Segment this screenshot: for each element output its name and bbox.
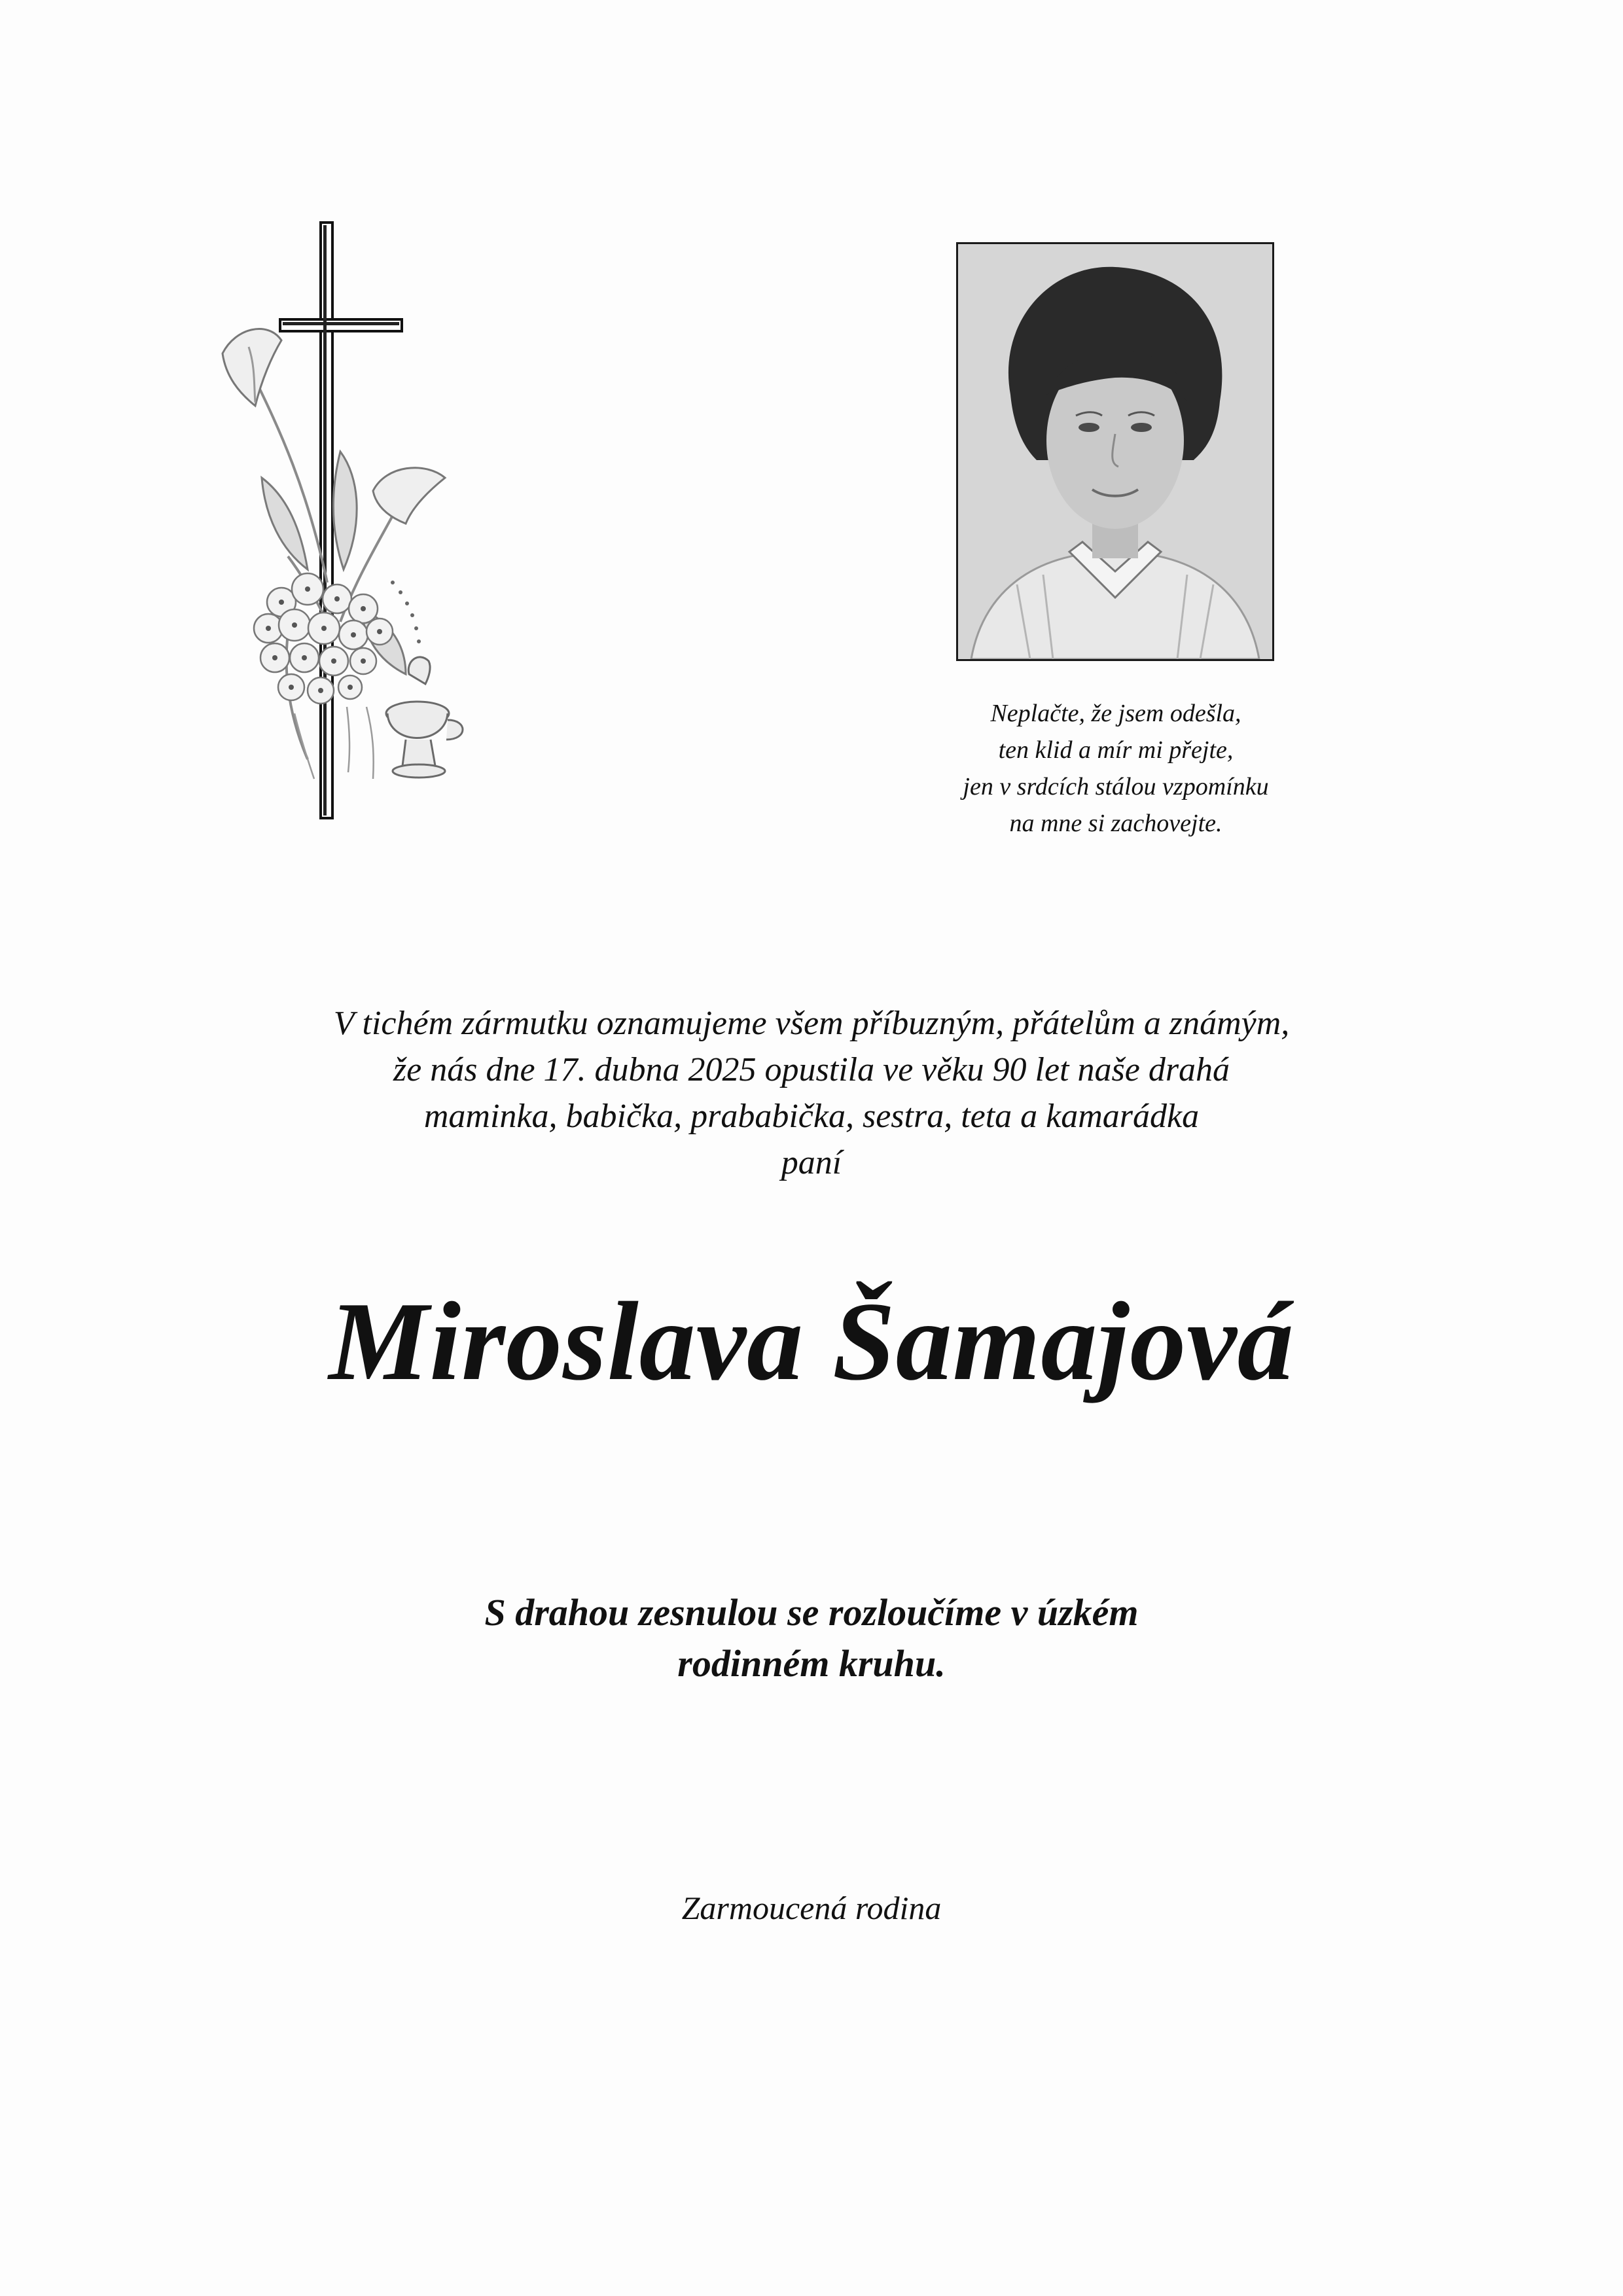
farewell-notice (157, 1587, 1466, 1689)
memorial-poem (870, 695, 1361, 842)
poem-line: na mne si zachovejte. (1009, 810, 1222, 837)
announcement-line: maminka, babička, prababička, sestra, teta a kamarádka (423, 1098, 1200, 1135)
deceased-name: Miroslava Šamajová (329, 1280, 1294, 1404)
cross-with-flowers-illustration (209, 216, 484, 844)
poem-line: Neplačte, že jsem odešla, (990, 700, 1241, 727)
death-announcement (157, 1000, 1466, 1186)
announcement-line: V tichém zármutku oznamujeme všem příbuzným, přátelům a známým, (333, 1005, 1290, 1042)
lily-icon (223, 329, 281, 406)
poem-line: jen v srdcích stálou vzpomínku (963, 773, 1269, 800)
flower-bouquet-icon (254, 573, 393, 704)
announcement-line: paní (781, 1144, 842, 1181)
farewell-line: rodinném kruhu. (677, 1642, 946, 1685)
family-signature: Zarmoucená rodina (681, 1890, 942, 1926)
poem-line: ten klid a mír mi přejte, (998, 736, 1234, 764)
farewell-line: S drahou zesnulou se rozloučíme v úzkém (484, 1591, 1139, 1634)
oil-lamp-icon (386, 657, 463, 778)
portrait-photo (956, 242, 1274, 661)
announcement-line: že nás dne 17. dubna 2025 opustila ve věku 90 let naše drahá (393, 1051, 1230, 1088)
